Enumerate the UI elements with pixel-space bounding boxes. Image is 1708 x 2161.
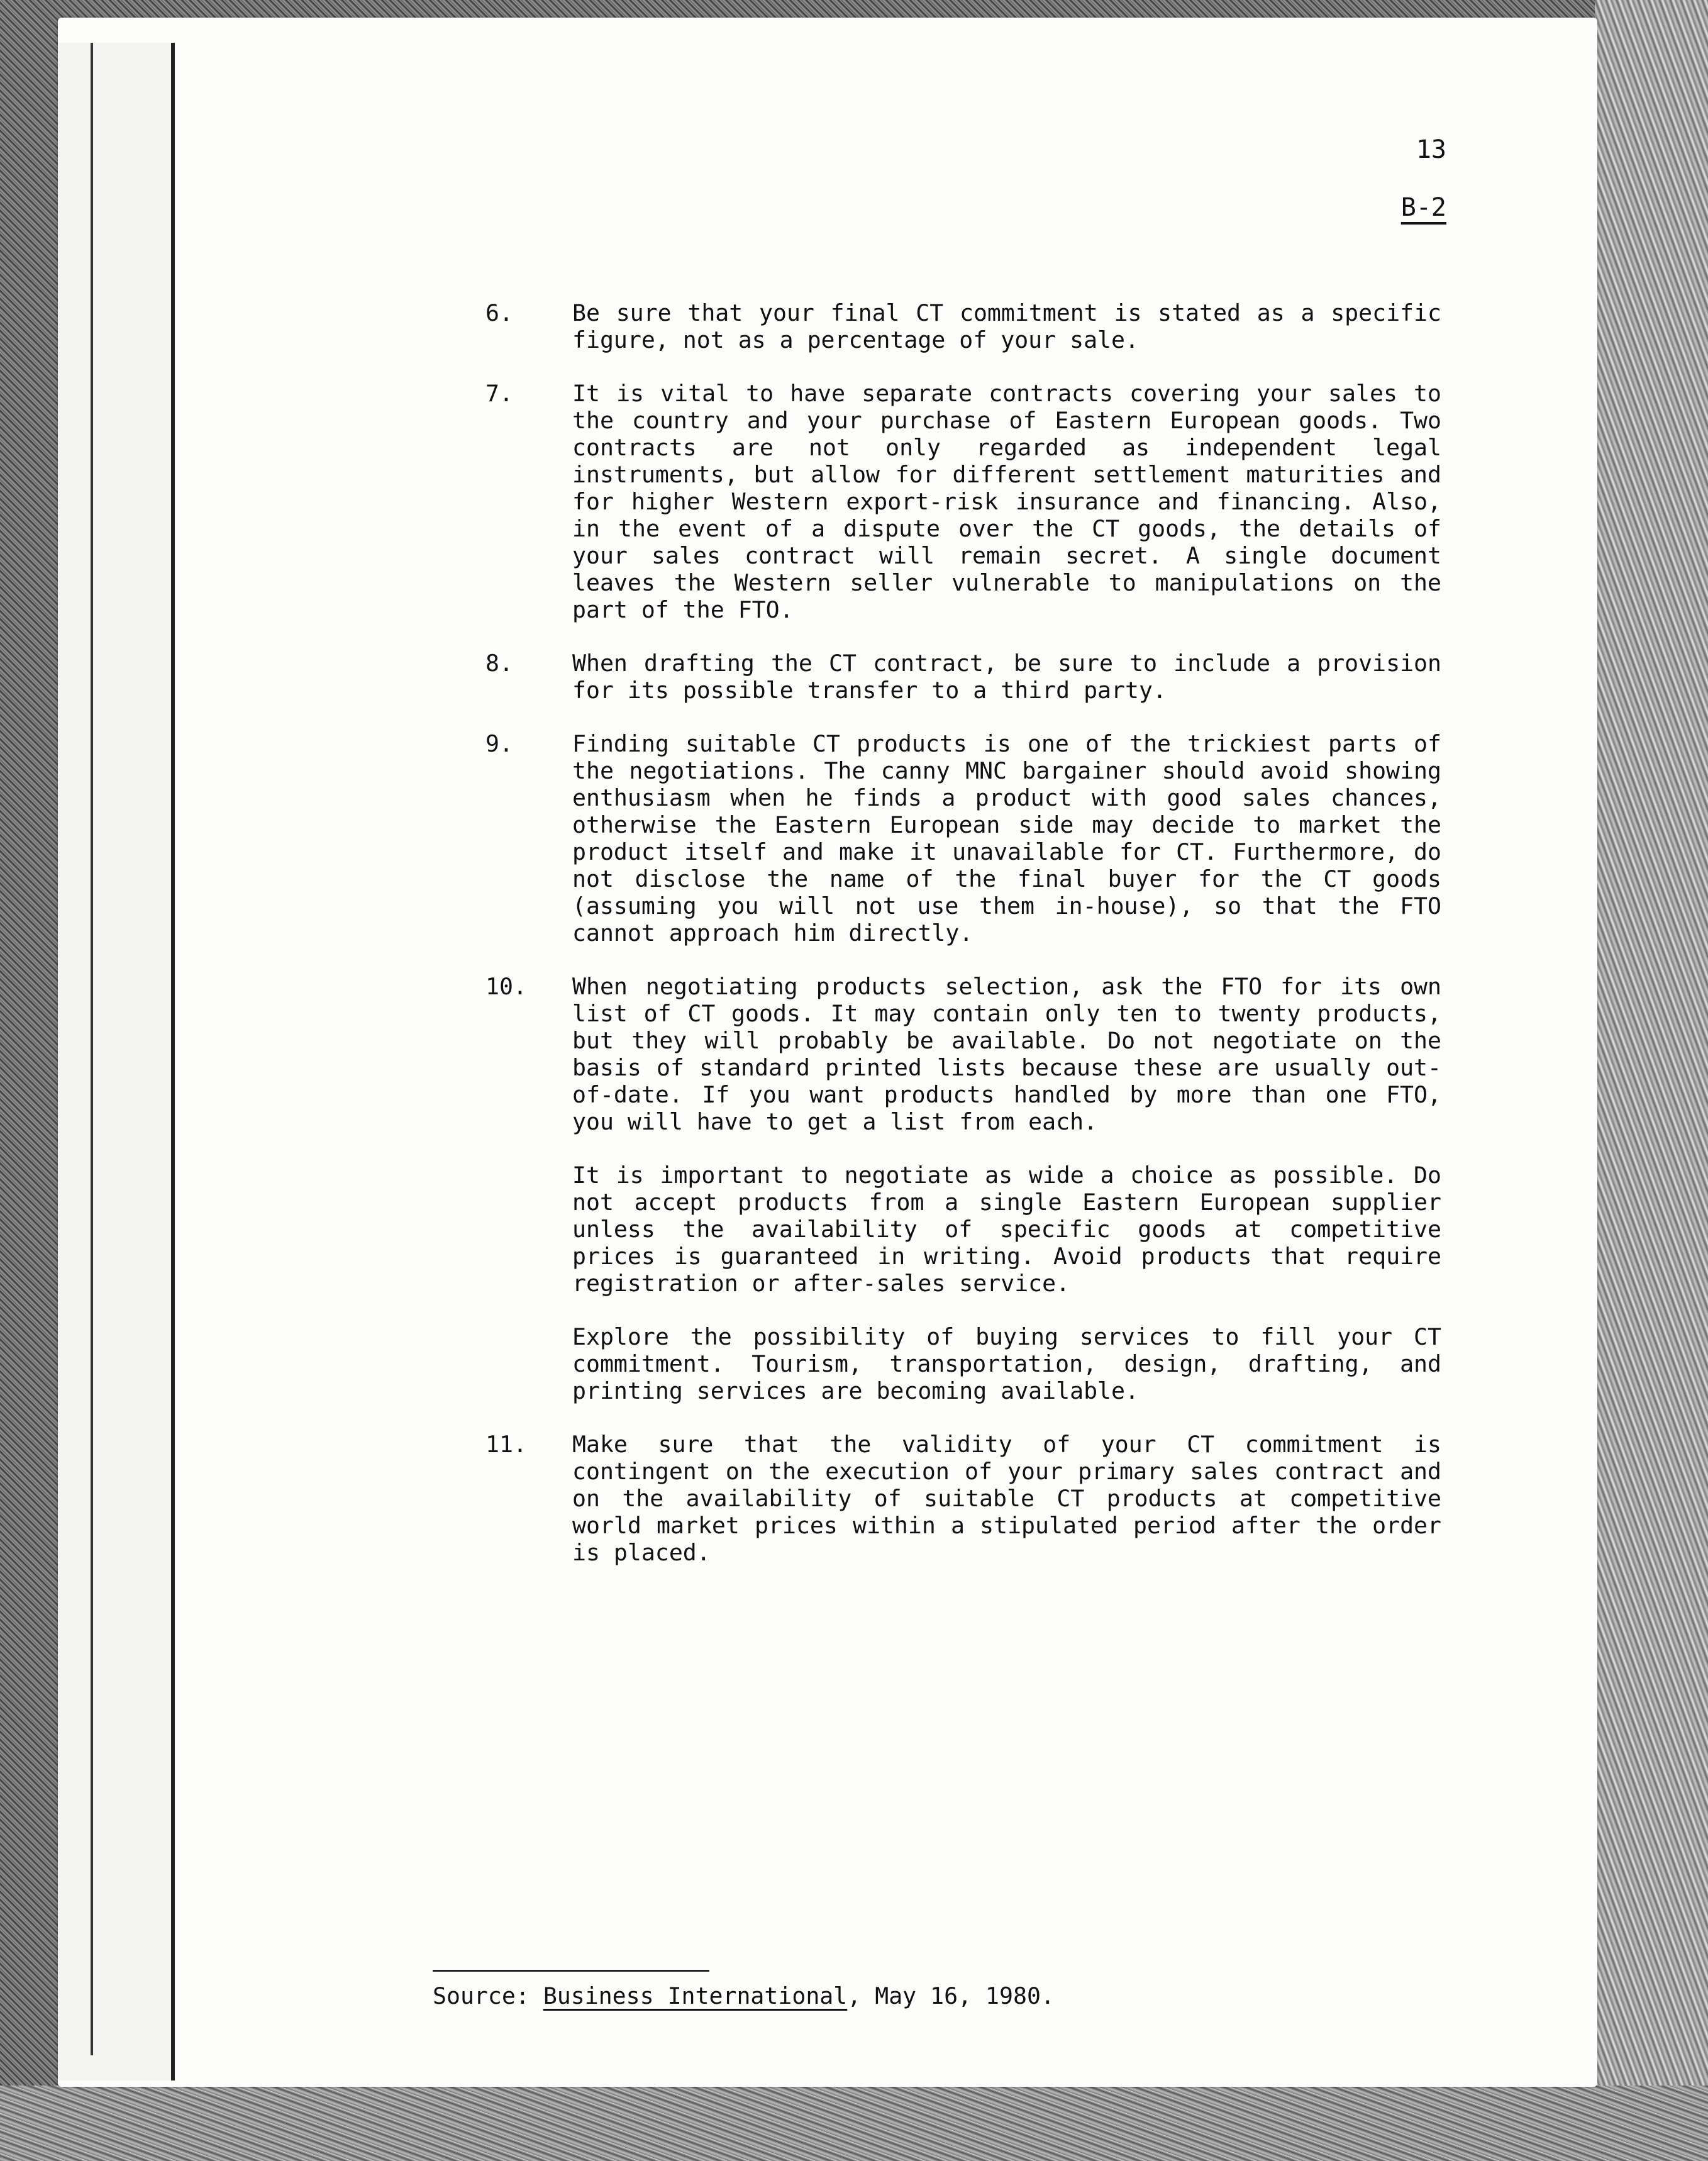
item-number: 8. [485,650,513,677]
item-number: 6. [485,299,513,326]
page-number: 13 [1416,135,1446,164]
document-page [58,18,1597,2087]
scan-bottom-edge [0,2086,1708,2161]
footnote-date: , May 16, 1980. [847,1982,1055,2009]
list-item [429,380,1441,623]
item-paragraph: Finding suitable CT products is one of the trickiest parts of the negotiations. The canny MNC bargainer should avoid showing enthusiasm when he finds a product with good sales chances, otherwise the Eastern European side may decide to market the product itself and make it unavailable for CT. Furthermore, do not disclose the name of the final buyer for the CT goods (assuming you will not use them in-house), so that the FTO cannot approach him directly. [572,730,1441,947]
item-paragraph: When negotiating products selection, ask the FTO for its own list of CT goods. It may contain only ten to twenty products, but they will probably be available. Do not negotiate on the basis of standard printed lists because these are usually out-of-date. If you want products handled by more than one FTO, you will have to get a list from each. [572,973,1441,1135]
list-item [429,299,1441,353]
footnote-rule [433,1970,709,1972]
item-paragraph: It is important to negotiate as wide a choice as possible. Do not accept products from a single Eastern European supplier unless the availability of specific goods at competitive prices is guaranteed in writing. Avoid products that require registration or after-sales service. [572,1162,1441,1297]
footnote-publication: Business International [543,1982,848,2009]
list-item [429,1431,1441,1566]
item-paragraph: Be sure that your final CT commitment is stated as a specific figure, not as a percentage of your sale. [572,299,1441,353]
scan-right-edge [1595,0,1708,2161]
list-item [429,973,1441,1404]
item-paragraph: It is vital to have separate contracts covering your sales to the country and your purchase of Eastern European goods. Two contracts are not only regarded as independent legal instruments, but allow for different settlement maturities and for higher Western export-risk insurance and financing. Also, in the event of a dispute over the CT goods, the details of your sales contract will remain secret. A single document leaves the Western seller vulnerable to manipulations on the part of the FTO. [572,380,1441,623]
footnote-label: Source: [433,1982,530,2009]
list-item [429,650,1441,704]
source-footnote [433,1982,1055,2009]
item-number: 11. [485,1431,527,1458]
item-paragraph: Explore the possibility of buying services to fill your CT commitment. Tourism, transportation, design, drafting, and printing services are becoming available. [572,1323,1441,1404]
section-code: B-2 [1400,193,1446,222]
item-paragraph: Make sure that the validity of your CT commitment is contingent on the execution of your primary sales contract and on the availability of suitable CT products at competitive world market prices within a stipulated period after the order is placed. [572,1431,1441,1566]
item-number: 10. [485,973,527,1000]
item-number: 9. [485,730,513,757]
item-number: 7. [485,380,513,407]
list-item [429,730,1441,947]
binding-line [91,43,93,2055]
item-list [429,299,1441,1592]
item-paragraph: When drafting the CT contract, be sure to include a provision for its possible transfer to a third party. [572,650,1441,704]
binding-margin [58,43,175,2080]
